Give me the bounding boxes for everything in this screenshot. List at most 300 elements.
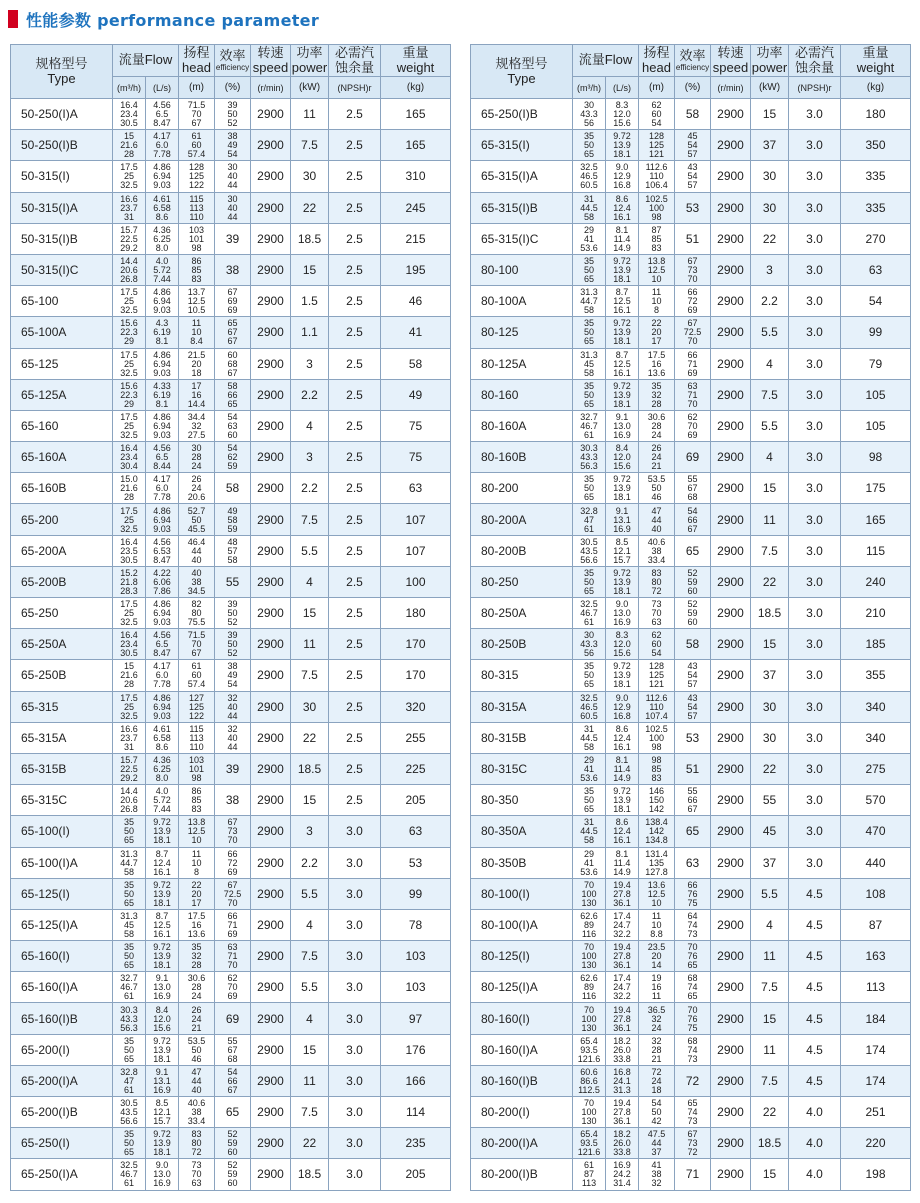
cell-head-value: 98	[651, 741, 662, 752]
cell-flow-m3h-value: 43.3	[120, 1013, 138, 1024]
cell-head	[639, 1003, 675, 1034]
cell-flow-ls	[606, 130, 639, 161]
cell-efficiency-value: 71	[227, 919, 238, 930]
cell-flow-ls-value: 4.36	[153, 224, 171, 235]
cell-weight: 355	[841, 660, 911, 691]
cell-flow-m3h-value: 62.6	[580, 910, 598, 921]
table-row	[11, 753, 451, 784]
cell-flow-m3h	[573, 130, 606, 161]
cell-head-value: 122	[189, 710, 205, 721]
cell-head-value: 101	[189, 233, 205, 244]
cell-weight: 98	[841, 442, 911, 473]
cell-flow-m3h-value: 16.6	[120, 193, 138, 204]
cell-flow-m3h-value: 121.6	[577, 1147, 601, 1158]
table-row	[11, 130, 451, 161]
table-row	[471, 816, 911, 847]
cell-head	[179, 1097, 215, 1128]
cell-head-value: 11	[651, 991, 662, 1002]
cell-efficiency-value: 66	[227, 389, 238, 400]
cell-flow-m3h-value: 41	[583, 857, 594, 868]
cell-npsh: 3.0	[329, 1097, 381, 1128]
cell-head	[179, 410, 215, 441]
cell-flow-m3h-value: 46.7	[120, 982, 138, 993]
cell-flow-ls-value: 18.1	[613, 274, 631, 285]
cell-efficiency: 39	[215, 753, 251, 784]
cell-flow-m3h-value: 70	[583, 1004, 594, 1015]
col-weight: 重量 weight	[841, 45, 911, 77]
cell-flow-ls-value: 8.7	[615, 349, 629, 360]
cell-flow-ls-value: 4.86	[153, 349, 171, 360]
cell-speed: 2900	[251, 504, 291, 535]
cell-efficiency-value: 72.5	[683, 327, 702, 338]
cell-flow-ls-value: 18.1	[613, 336, 631, 347]
cell-flow-m3h-value: 53.6	[580, 242, 598, 253]
unit-power: (kW)	[291, 77, 329, 99]
cell-flow-m3h-value: 35	[123, 1035, 134, 1046]
cell-flow-m3h-value: 70	[583, 942, 594, 953]
cell-flow-ls	[606, 317, 639, 348]
cell-npsh: 3.0	[789, 286, 841, 317]
cell-flow-ls-value: 12.1	[613, 545, 631, 556]
cell-flow-m3h	[573, 909, 606, 940]
cell-head-value: 73	[651, 599, 662, 610]
cell-npsh: 3.0	[789, 816, 841, 847]
cell-flow-ls	[146, 847, 179, 878]
cell-flow-ls-value: 6.0	[155, 140, 169, 151]
cell-head-value: 80	[191, 1138, 202, 1149]
cell-npsh: 4.5	[789, 941, 841, 972]
cell-flow-ls	[606, 1159, 639, 1190]
cell-head-value: 21	[651, 1053, 662, 1064]
cell-flow-m3h-value: 31	[583, 817, 594, 828]
cell-head-value: 70	[191, 109, 202, 120]
cell-speed: 2900	[711, 816, 751, 847]
cell-head-value: 36.5	[647, 1004, 666, 1015]
cell-head	[179, 286, 215, 317]
cell-flow-ls	[146, 192, 179, 223]
table-row	[11, 972, 451, 1003]
cell-flow-m3h-value: 32.5	[580, 692, 598, 703]
cell-flow-ls-value: 8.7	[155, 848, 169, 859]
cell-weight: 335	[841, 192, 911, 223]
cell-head-value: 20.6	[187, 492, 206, 503]
cell-speed: 2900	[251, 535, 291, 566]
table-row	[11, 286, 451, 317]
cell-flow-ls-value: 4.56	[153, 536, 171, 547]
cell-flow-m3h-value: 21.6	[120, 483, 138, 494]
cell-head	[639, 785, 675, 816]
cell-flow-ls-value: 36.1	[613, 960, 631, 971]
cell-flow-ls-value: 4.17	[153, 131, 171, 142]
cell-efficiency	[215, 722, 251, 753]
cell-power: 18.5	[291, 1159, 329, 1190]
cell-speed: 2900	[711, 1097, 751, 1128]
cell-power: 2.2	[751, 286, 789, 317]
cell-head-value: 67	[191, 648, 202, 659]
cell-flow-m3h-value: 23.7	[120, 732, 138, 743]
cell-head	[639, 192, 675, 223]
cell-flow-ls-value: 13.0	[153, 1169, 171, 1180]
cell-head-value: 83	[191, 274, 202, 285]
cell-type: 65-250(I)	[11, 1128, 113, 1159]
cell-flow-ls-value: 11.4	[613, 764, 631, 775]
cell-flow-m3h	[573, 598, 606, 629]
cell-efficiency-value: 50	[227, 639, 238, 650]
cell-flow-ls	[146, 504, 179, 535]
cell-npsh: 3.0	[789, 192, 841, 223]
cell-head	[639, 1159, 675, 1190]
cell-head	[179, 379, 215, 410]
cell-power: 22	[751, 1097, 789, 1128]
cell-flow-ls	[146, 816, 179, 847]
cell-flow-m3h	[573, 878, 606, 909]
cell-weight: 79	[841, 348, 911, 379]
cell-flow-m3h	[113, 254, 146, 285]
cell-type: 50-315(I)	[11, 161, 113, 192]
cell-efficiency-value: 58	[227, 554, 238, 565]
cell-head-value: 26	[651, 443, 662, 454]
cell-flow-m3h-value: 46.7	[120, 1169, 138, 1180]
cell-flow-m3h	[573, 816, 606, 847]
cell-flow-ls-value: 15.6	[153, 1022, 171, 1033]
cell-head-value: 20	[191, 888, 202, 899]
cell-speed: 2900	[711, 317, 751, 348]
cell-efficiency-value: 60	[227, 1147, 238, 1158]
cell-head-value: 40	[191, 567, 202, 578]
cell-speed: 2900	[251, 379, 291, 410]
cell-flow-ls-value: 16.1	[613, 367, 631, 378]
cell-power: 15	[291, 1034, 329, 1065]
cell-flow-ls-value: 33.8	[613, 1147, 631, 1158]
cell-flow-ls	[146, 473, 179, 504]
cell-efficiency-value: 70	[687, 336, 698, 347]
cell-flow-m3h-value: 65	[583, 336, 594, 347]
cell-efficiency	[675, 941, 711, 972]
cell-power: 22	[751, 753, 789, 784]
cell-flow-ls-value: 12.4	[613, 826, 631, 837]
cell-head-value: 106.4	[645, 180, 668, 191]
cell-power: 4	[291, 566, 329, 597]
cell-flow-ls-value: 4.56	[153, 630, 171, 641]
cell-flow-ls-value: 4.61	[153, 723, 171, 734]
cell-flow-m3h-value: 25	[123, 358, 134, 369]
cell-head-value: 16	[191, 389, 202, 400]
cell-speed: 2900	[251, 785, 291, 816]
cell-npsh: 3.0	[329, 909, 381, 940]
cell-head-value: 127	[189, 692, 205, 703]
cell-flow-ls-value: 9.0	[615, 162, 629, 173]
cell-flow-m3h	[113, 691, 146, 722]
table-row	[471, 660, 911, 691]
cell-head-value: 17.5	[187, 910, 206, 921]
cell-npsh: 3.0	[789, 660, 841, 691]
cell-head-value: 16	[651, 982, 662, 993]
cell-flow-m3h-value: 56	[583, 648, 594, 659]
cell-head	[179, 254, 215, 285]
cell-efficiency-value: 75	[687, 1022, 698, 1033]
cell-head-value: 28	[651, 1044, 662, 1055]
cell-flow-ls-value: 16.1	[613, 741, 631, 752]
cell-npsh: 3.0	[329, 972, 381, 1003]
cell-power: 11	[751, 504, 789, 535]
cell-flow-ls-value: 7.78	[153, 149, 171, 160]
cell-flow-m3h-value: 17.5	[120, 692, 138, 703]
cell-efficiency-value: 70	[687, 1004, 698, 1015]
cell-head-value: 35	[651, 380, 662, 391]
cell-flow-ls-value: 18.1	[613, 149, 631, 160]
cell-head-value: 40	[651, 523, 662, 534]
cell-flow-m3h	[573, 473, 606, 504]
cell-head-value: 17	[191, 897, 202, 908]
cell-efficiency: 58	[215, 473, 251, 504]
cell-flow-ls-value: 8.47	[153, 554, 171, 565]
cell-flow-ls-value: 12.4	[613, 202, 631, 213]
cell-flow-ls-value: 19.4	[613, 942, 631, 953]
cell-flow-ls-value: 8.4	[615, 443, 629, 454]
cell-weight: 165	[381, 99, 451, 130]
cell-flow-ls-value: 7.78	[153, 492, 171, 503]
cell-efficiency-value: 73	[687, 1116, 698, 1127]
col-head: 扬程 head	[179, 45, 215, 77]
cell-flow-m3h-value: 56.3	[580, 461, 598, 472]
cell-flow-ls	[146, 941, 179, 972]
cell-flow-m3h-value: 22.5	[120, 764, 138, 775]
cell-head	[639, 722, 675, 753]
cell-power: 22	[291, 192, 329, 223]
cell-flow-ls-value: 9.72	[153, 1035, 171, 1046]
cell-type: 80-160(I)B	[471, 1065, 573, 1096]
cell-flow-m3h-value: 29	[583, 224, 594, 235]
cell-flow-ls	[606, 660, 639, 691]
cell-head-value: 10	[651, 919, 662, 930]
cell-head	[179, 691, 215, 722]
cell-head-value: 128	[189, 162, 205, 173]
cell-head-value: 85	[191, 795, 202, 806]
cell-flow-ls	[606, 598, 639, 629]
cell-flow-ls-value: 9.03	[153, 180, 171, 191]
cell-efficiency-value: 54	[687, 140, 698, 151]
cell-speed: 2900	[251, 223, 291, 254]
cell-efficiency-value: 59	[687, 608, 698, 619]
cell-head-value: 45.5	[187, 523, 206, 534]
cell-head	[179, 192, 215, 223]
cell-flow-m3h-value: 130	[581, 897, 597, 908]
cell-flow-m3h-value: 44.7	[120, 857, 138, 868]
cell-efficiency-value: 52	[227, 118, 238, 129]
cell-efficiency-value: 57	[687, 710, 698, 721]
cell-type: 65-315(I)C	[471, 223, 573, 254]
cell-flow-ls-value: 12.9	[613, 171, 631, 182]
cell-efficiency-value: 67	[687, 256, 698, 267]
cell-efficiency-value: 74	[687, 1044, 698, 1055]
cell-flow-m3h-value: 50	[583, 795, 594, 806]
cell-flow-ls-value: 18.1	[153, 1147, 171, 1158]
cell-head-value: 33.4	[187, 1116, 206, 1127]
cell-npsh: 4.5	[789, 972, 841, 1003]
cell-weight: 255	[381, 722, 451, 753]
table-row	[11, 317, 451, 348]
table-row	[11, 99, 451, 130]
table-row	[11, 878, 451, 909]
cell-efficiency	[215, 1159, 251, 1190]
cell-type: 65-200(I)A	[11, 1065, 113, 1096]
cell-speed: 2900	[711, 286, 751, 317]
cell-flow-m3h	[573, 348, 606, 379]
cell-flow-m3h-value: 32.5	[120, 367, 138, 378]
cell-flow-ls-value: 4.56	[153, 100, 171, 111]
cell-flow-m3h-value: 87	[583, 1169, 594, 1180]
cell-head-value: 146	[649, 786, 665, 797]
cell-flow-m3h-value: 28.3	[120, 585, 138, 596]
cell-speed: 2900	[251, 99, 291, 130]
cell-flow-ls-value: 7.44	[153, 804, 171, 815]
cell-power: 5.5	[291, 972, 329, 1003]
cell-flow-ls-value: 12.0	[613, 639, 631, 650]
cell-flow-ls-value: 9.03	[153, 367, 171, 378]
cell-head	[179, 660, 215, 691]
cell-flow-m3h-value: 56	[583, 118, 594, 129]
cell-efficiency-value: 39	[227, 630, 238, 641]
cell-head-value: 60	[191, 670, 202, 681]
cell-flow-ls-value: 9.03	[153, 617, 171, 628]
cell-flow-m3h	[113, 130, 146, 161]
cell-flow-ls-value: 9.72	[153, 879, 171, 890]
cell-head	[639, 410, 675, 441]
cell-power: 15	[751, 1003, 789, 1034]
cell-efficiency-value: 66	[687, 349, 698, 360]
cell-flow-m3h-value: 116	[581, 991, 597, 1002]
cell-power: 5.5	[291, 878, 329, 909]
cell-npsh: 2.5	[329, 566, 381, 597]
cell-flow-ls-value: 13.1	[153, 1075, 171, 1086]
cell-efficiency-value: 67	[687, 1129, 698, 1140]
cell-npsh: 3.0	[789, 722, 841, 753]
cell-npsh: 4.0	[789, 1128, 841, 1159]
table-row	[471, 1097, 911, 1128]
cell-npsh: 3.0	[789, 99, 841, 130]
cell-type: 65-200A	[11, 535, 113, 566]
cell-head-value: 98	[191, 773, 202, 784]
cell-head-value: 44	[191, 1075, 202, 1086]
cell-efficiency-value: 70	[687, 274, 698, 285]
cell-weight: 97	[381, 1003, 451, 1034]
cell-speed: 2900	[711, 410, 751, 441]
cell-flow-m3h-value: 23.4	[120, 639, 138, 650]
cell-speed: 2900	[711, 753, 751, 784]
cell-type: 80-200(I)B	[471, 1159, 573, 1190]
cell-head	[639, 254, 675, 285]
cell-head-value: 87	[651, 224, 662, 235]
cell-npsh: 2.5	[329, 753, 381, 784]
cell-efficiency-value: 38	[227, 131, 238, 142]
cell-head	[179, 504, 215, 535]
cell-flow-m3h-value: 61	[583, 1160, 594, 1171]
cell-flow-ls-value: 8.7	[615, 287, 629, 298]
cell-npsh: 3.0	[329, 1003, 381, 1034]
cell-efficiency: 51	[675, 753, 711, 784]
cell-flow-m3h-value: 43.3	[580, 452, 598, 463]
cell-flow-ls-value: 13.0	[153, 982, 171, 993]
cell-speed: 2900	[711, 847, 751, 878]
cell-head	[639, 442, 675, 473]
cell-npsh: 2.5	[329, 99, 381, 130]
cell-flow-m3h-value: 29.2	[120, 242, 138, 253]
cell-flow-ls-value: 13.9	[613, 670, 631, 681]
cell-flow-ls-value: 13.9	[613, 327, 631, 338]
cell-type: 80-200	[471, 473, 573, 504]
cell-type: 65-250A	[11, 629, 113, 660]
cell-flow-m3h-value: 29	[583, 848, 594, 859]
cell-weight: 198	[841, 1159, 911, 1190]
cell-head-value: 86	[191, 256, 202, 267]
cell-head-value: 107.4	[645, 710, 668, 721]
cell-flow-ls-value: 4.36	[153, 755, 171, 766]
right-table-body	[471, 99, 911, 1191]
cell-npsh: 2.5	[329, 598, 381, 629]
cell-flow-ls	[146, 598, 179, 629]
cell-head-value: 110	[189, 741, 204, 752]
cell-flow-m3h	[573, 785, 606, 816]
cell-efficiency-value: 45	[687, 131, 698, 142]
unit-flow-ls: (L/s)	[146, 77, 179, 99]
cell-flow-ls	[606, 1097, 639, 1128]
cell-flow-m3h-value: 35	[583, 256, 594, 267]
cell-flow-ls	[146, 566, 179, 597]
cell-speed: 2900	[711, 130, 751, 161]
cell-npsh: 3.0	[789, 598, 841, 629]
cell-efficiency	[675, 161, 711, 192]
cell-head	[179, 223, 215, 254]
cell-speed: 2900	[711, 223, 751, 254]
cell-efficiency-value: 32	[227, 692, 238, 703]
cell-head-value: 71.5	[187, 100, 206, 111]
cell-efficiency-value: 69	[687, 429, 698, 440]
table-row	[11, 535, 451, 566]
cell-flow-m3h-value: 25	[123, 514, 134, 525]
cell-power: 2.2	[291, 379, 329, 410]
cell-flow-ls-value: 27.8	[613, 888, 631, 899]
cell-head-value: 30	[191, 443, 202, 454]
cell-flow-m3h	[573, 410, 606, 441]
cell-efficiency	[215, 317, 251, 348]
cell-head-value: 26	[191, 1004, 202, 1015]
cell-efficiency-value: 40	[227, 732, 238, 743]
cell-head-value: 83	[191, 1129, 202, 1140]
cell-speed: 2900	[711, 1003, 751, 1034]
cell-head-value: 100	[649, 732, 665, 743]
cell-weight: 320	[381, 691, 451, 722]
table-row	[471, 286, 911, 317]
cell-head-value: 125	[189, 171, 205, 182]
cell-flow-ls	[606, 816, 639, 847]
cell-flow-ls-value: 8.6	[155, 741, 169, 752]
cell-efficiency-value: 40	[227, 171, 238, 182]
cell-type: 65-200(I)B	[11, 1097, 113, 1128]
cell-power: 15	[751, 99, 789, 130]
cell-flow-ls-value: 11.4	[613, 233, 631, 244]
cell-efficiency	[675, 878, 711, 909]
cell-head-value: 85	[651, 233, 662, 244]
cell-power: 15	[291, 598, 329, 629]
cell-head-value: 21	[191, 1022, 202, 1033]
cell-speed: 2900	[251, 410, 291, 441]
cell-flow-m3h-value: 35	[123, 942, 134, 953]
cell-power: 30	[751, 691, 789, 722]
cell-power: 18.5	[751, 598, 789, 629]
cell-flow-ls-value: 31.4	[613, 1178, 631, 1189]
cell-power: 37	[751, 130, 789, 161]
cell-flow-m3h-value: 50	[123, 951, 134, 962]
